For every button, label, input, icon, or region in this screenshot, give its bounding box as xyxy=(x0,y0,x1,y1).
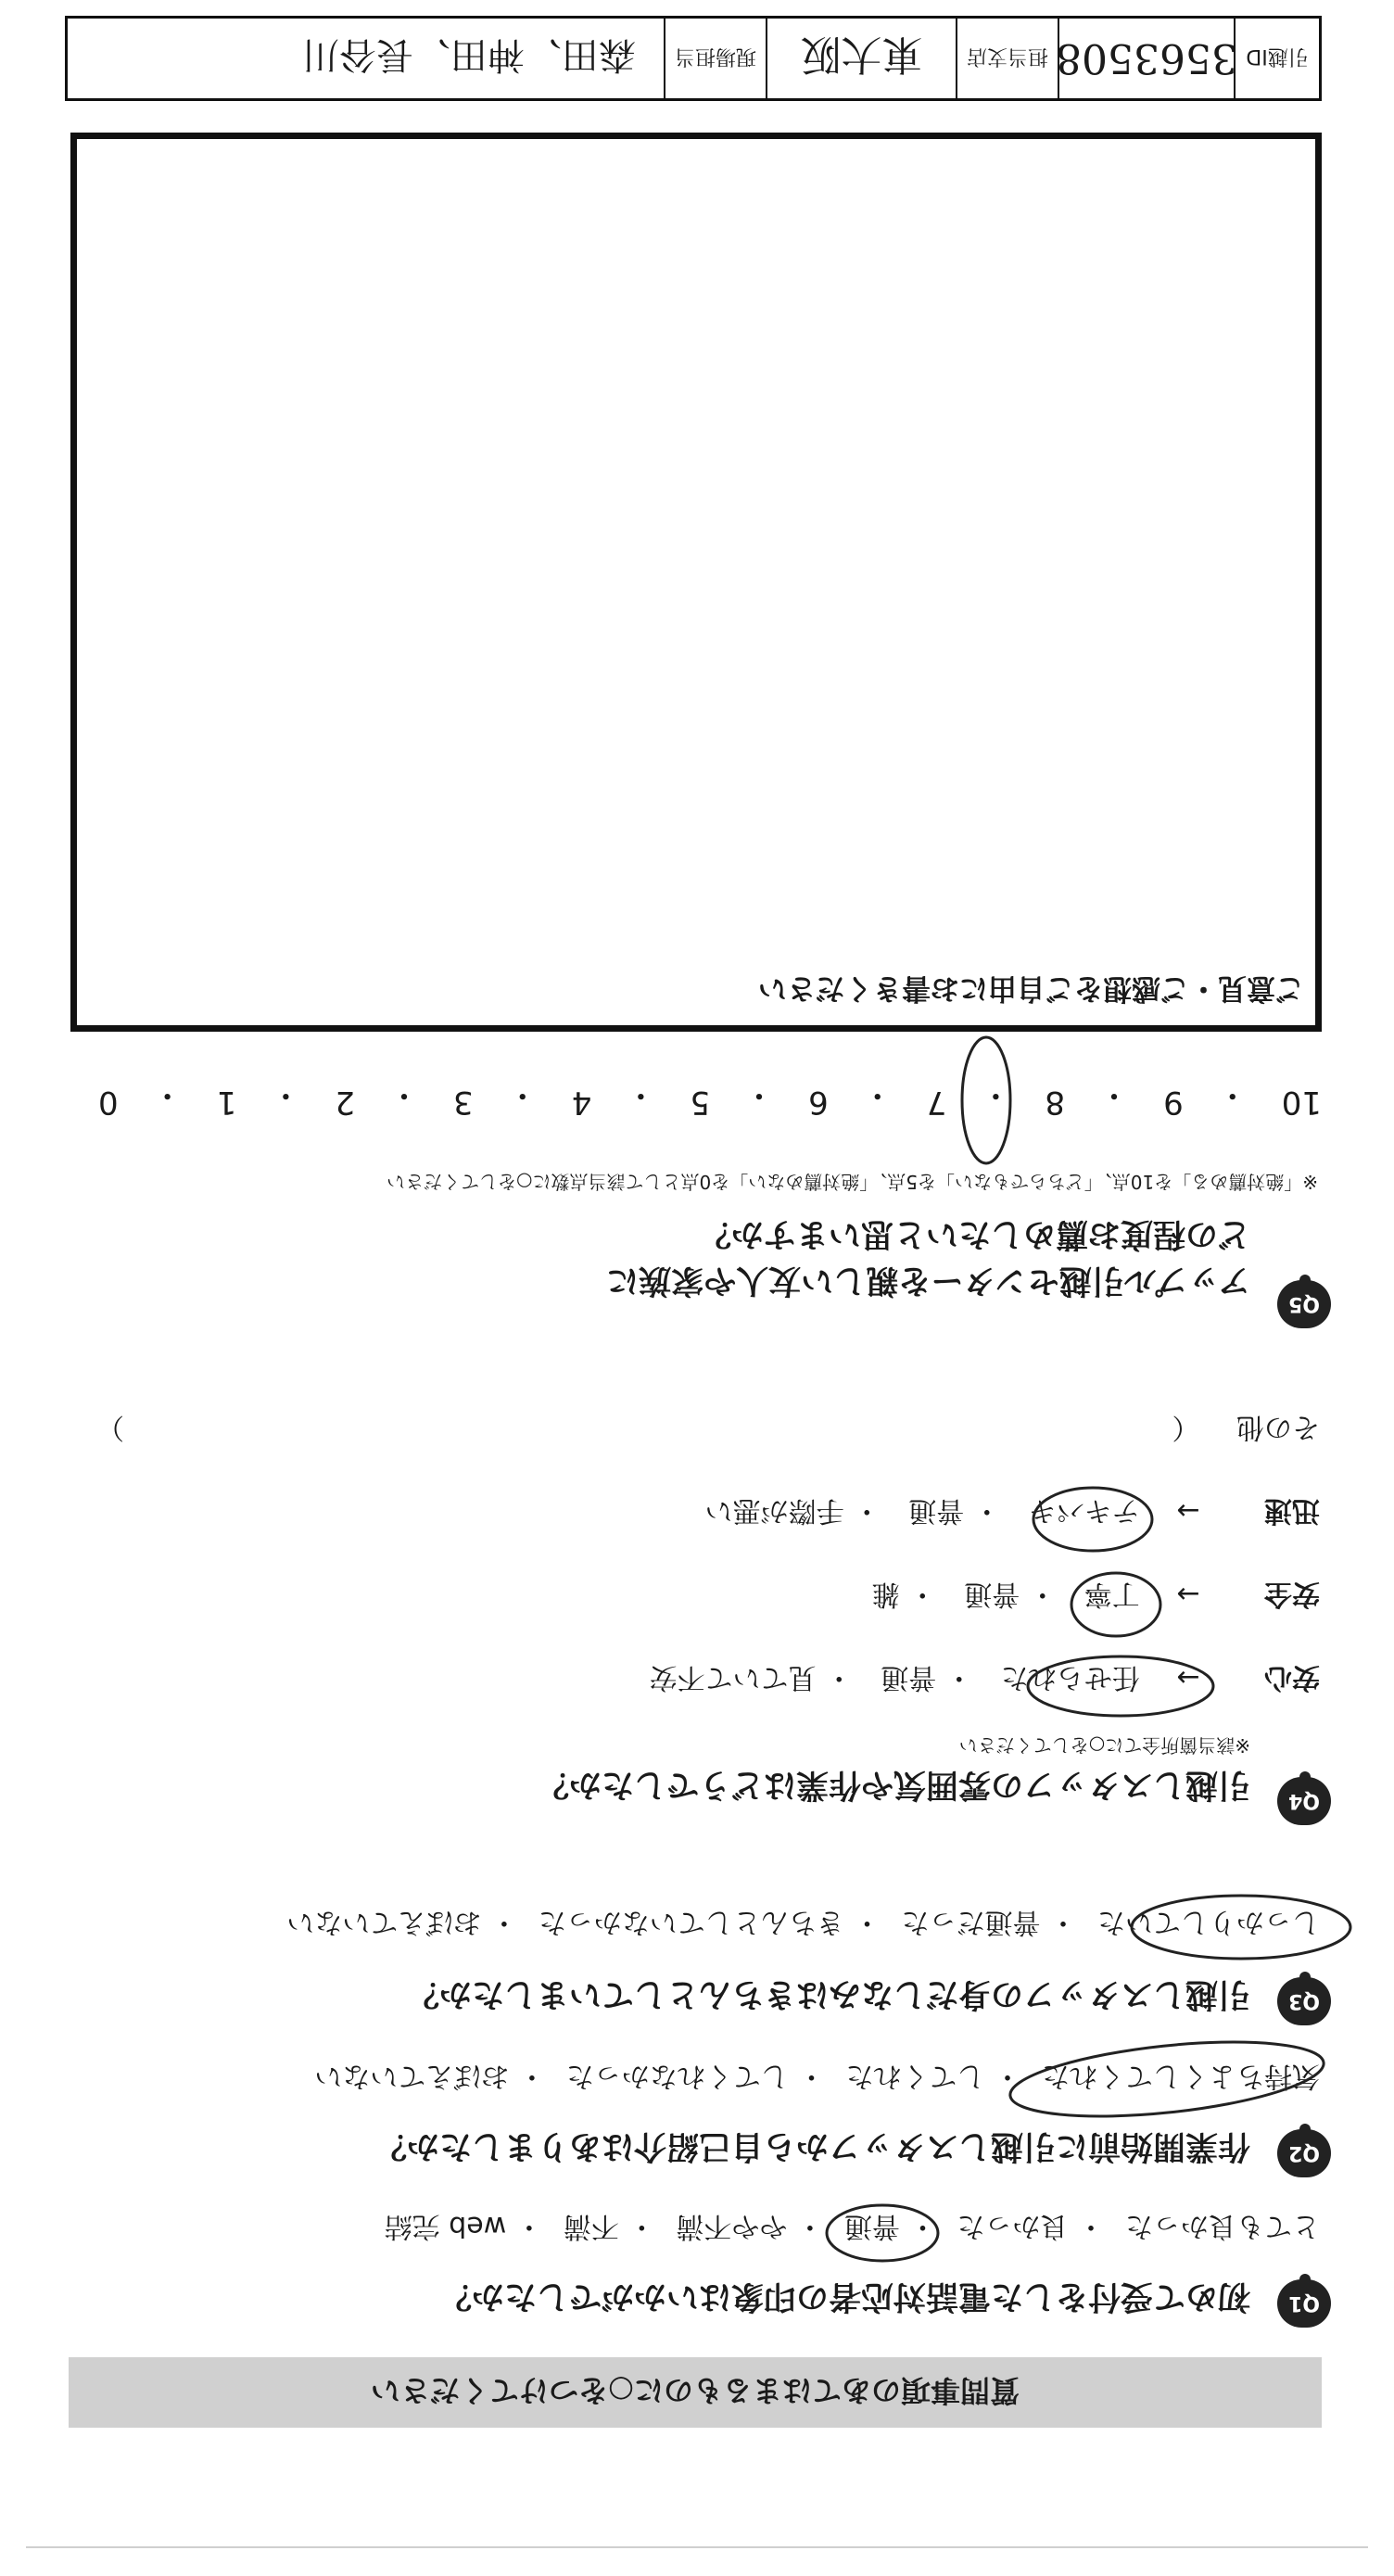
q2-option[interactable]: おぼえていない xyxy=(314,2060,510,2092)
arrow-icon: → xyxy=(1176,1494,1200,1527)
q2-option[interactable]: してくれた xyxy=(845,2060,985,2092)
q4-row-label: 安心 xyxy=(1264,1661,1320,1694)
q4-other-close: ） xyxy=(96,1411,124,1443)
q4-note: ※該当箇所全てに○をしてください xyxy=(958,1734,1250,1757)
q4-row-anzen: 安全 → 丁寧・ 普通・ 雑 xyxy=(844,1577,1320,1618)
comment-box[interactable] xyxy=(70,133,1322,1032)
instruction-banner xyxy=(69,2357,1322,2428)
q2-badge: Q2 xyxy=(1277,2129,1331,2177)
page-rule xyxy=(26,2546,1368,2548)
q5-scale: 10 ・ 9 ・ 8 ・ 7 ・ 6 ・ 5 ・ 4 ・ 3 ・ 2 ・ 1 ・ 0 xyxy=(98,1076,1322,1121)
q4-option[interactable]: 手際が悪い xyxy=(704,1494,844,1527)
id-label-cell: 引越ID xyxy=(1234,19,1319,98)
q4-option[interactable]: テキパキ xyxy=(1028,1494,1140,1527)
instruction-text: 質問事項のあてはまるものに○をつけてください xyxy=(371,2373,1020,2408)
score-option[interactable]: 1 xyxy=(216,1084,237,1121)
comment-box-body[interactable] xyxy=(88,150,1304,960)
score-option[interactable]: 4 xyxy=(571,1084,592,1121)
q4-row-anshin: 安心 → 任せられた・ 普通・ 見ていて不安 xyxy=(622,1660,1320,1701)
q4-other-label: その他 xyxy=(1236,1411,1320,1443)
q3-options: しっかりしていた・ 普通だった・ きちんとしていなかった・ おぼえていない xyxy=(286,1906,1320,1938)
q4-other-open: （ xyxy=(1172,1411,1200,1443)
q1-option[interactable]: web 完結 xyxy=(384,2210,507,2242)
q1-options: とても良かった・ 良かった・ 普通・ やや不満・ 不満・ web 完結 xyxy=(384,2210,1320,2242)
q1-question: 初めて受付をした電話対応者の印象はいかがでしたか？ xyxy=(438,2278,1250,2315)
comment-box-title: ご意見・ご感想をご自由にお書きください xyxy=(758,971,1304,1005)
q5-question-line2: どの程度お薦めしたいと思いますか？ xyxy=(698,1215,1250,1252)
q1-option[interactable]: やや不満 xyxy=(676,2210,788,2242)
score-option[interactable]: 9 xyxy=(1163,1084,1184,1121)
q1-option[interactable]: 不満 xyxy=(563,2210,619,2242)
q3-question: 引越しスタッフの身だしなみはきちんとしていましたか？ xyxy=(406,1975,1250,2012)
score-option[interactable]: 8 xyxy=(1045,1084,1066,1121)
score-option[interactable]: 0 xyxy=(98,1084,119,1121)
q2-option[interactable]: してくれなかった xyxy=(565,2060,789,2092)
q4-option[interactable]: 見ていて不安 xyxy=(649,1661,817,1694)
q4-row-label: 安全 xyxy=(1264,1578,1320,1610)
q3-option[interactable]: しっかりしていた xyxy=(1097,1906,1320,1938)
arrow-icon: → xyxy=(1176,1661,1200,1694)
q1-badge: Q1 xyxy=(1277,2279,1331,2328)
score-option[interactable]: 2 xyxy=(335,1084,355,1121)
branch-label-cell: 担当支店 xyxy=(956,19,1058,98)
q1-option[interactable]: とても良かった xyxy=(1125,2210,1320,2242)
q4-option[interactable]: 普通 xyxy=(908,1494,965,1527)
q4-other xyxy=(69,1410,1320,1451)
arrow-icon: → xyxy=(1176,1578,1200,1610)
staff-value-cell: 森田、神田、長谷川 xyxy=(302,33,636,77)
q4-option[interactable]: 普通 xyxy=(881,1661,937,1694)
q4-option[interactable]: 雑 xyxy=(871,1578,900,1610)
q3-badge: Q3 xyxy=(1277,1977,1331,2025)
staff-label-cell: 現場担当 xyxy=(664,19,766,98)
q4-option[interactable]: 任せられた xyxy=(1000,1661,1140,1694)
id-value-cell: 3563508 xyxy=(1058,19,1234,98)
score-option[interactable]: 3 xyxy=(453,1084,474,1121)
score-option[interactable]: 10 xyxy=(1281,1084,1322,1121)
q2-question: 作業開始前に引越しスタッフから自己紹介はありましたか？ xyxy=(374,2127,1250,2164)
q4-option[interactable]: 普通 xyxy=(964,1578,1020,1610)
score-option[interactable]: 5 xyxy=(690,1084,711,1121)
q4-badge: Q4 xyxy=(1277,1777,1331,1825)
q4-row-label: 迅速 xyxy=(1264,1494,1320,1527)
q5-question-line1: アップル引越センターを親しい友人や家族に xyxy=(606,1262,1250,1299)
q3-option[interactable]: 普通だった xyxy=(901,1906,1041,1938)
q3-option[interactable]: おぼえていない xyxy=(286,1906,482,1938)
q4-question: 引越しスタッフの雰囲気や作業はどうでしたか？ xyxy=(536,1766,1250,1803)
header-info-table xyxy=(65,16,1322,101)
q5-note: ※「絶対薦める」を10点、「どちらでもない」を5点、「絶対薦めない」を0点として該当点数に○をしてください xyxy=(387,1171,1318,1193)
q1-option[interactable]: 良かった xyxy=(957,2210,1069,2242)
q4-row-jinsoku: 迅速 → テキパキ・ 普通・ 手際が悪い xyxy=(678,1493,1320,1534)
q2-option[interactable]: 気持ちよくしてくれた xyxy=(1042,2060,1320,2092)
q5-badge: Q5 xyxy=(1277,1280,1331,1328)
score-option[interactable]: 7 xyxy=(926,1084,947,1121)
score-option[interactable]: 6 xyxy=(808,1084,829,1121)
q1-option[interactable]: 普通 xyxy=(843,2210,900,2242)
q2-options: 気持ちよくしてくれた・ してくれた・ してくれなかった・ おぼえていない xyxy=(314,2060,1320,2092)
branch-value-cell: 東大阪 xyxy=(766,19,956,98)
q3-option[interactable]: きちんとしていなかった xyxy=(538,1906,844,1938)
q4-option[interactable]: 丁寧 xyxy=(1084,1578,1140,1610)
